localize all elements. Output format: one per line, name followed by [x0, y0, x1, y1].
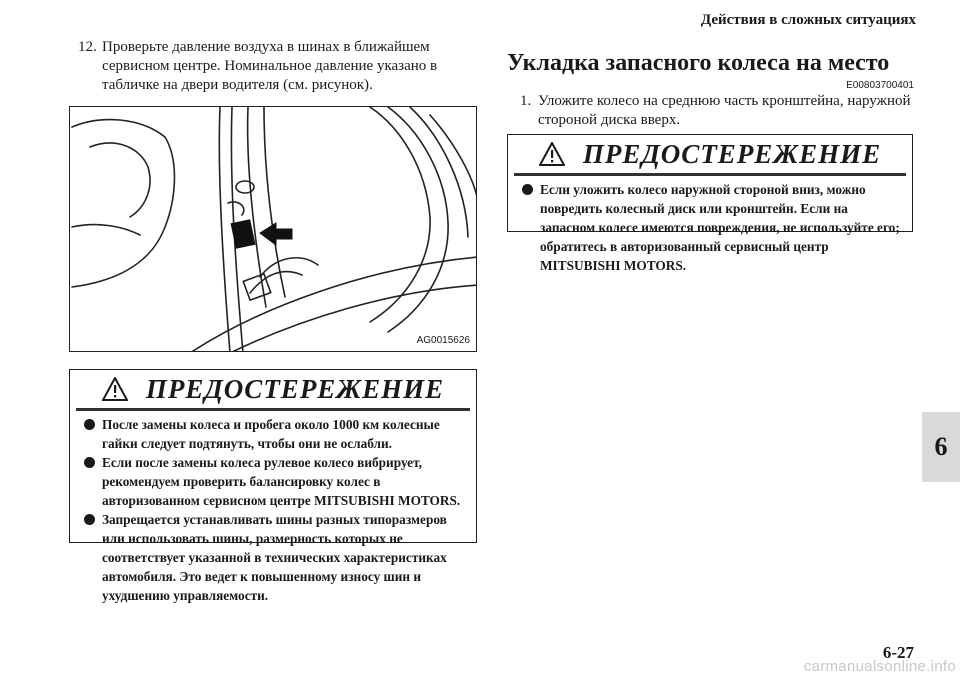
warning-item-text: Если после замены колеса рулевое колесо вибрирует, рекомендуем проверить балансировку колес в авторизованном сервисном центре MITSUBISHI MOTORS. — [102, 455, 461, 508]
section-tab: 6 — [922, 412, 960, 482]
warning-header — [514, 135, 906, 176]
warning-item — [82, 415, 466, 453]
section-title: Укладка запасного колеса на место — [507, 50, 890, 76]
warning-item — [82, 510, 466, 605]
step-number: 12. — [78, 39, 97, 55]
step-12 — [78, 38, 488, 95]
warning-box-wheel-change — [69, 369, 477, 603]
warning-item-text: Если уложить колесо наружной стороной вниз, можно повредить колесный диск или кронштейн. Если на запасном колесе имеются повреждения, не используйте его; обратитесь в авторизованный сервисный центр MITSUBISHI MOTORS. — [540, 182, 900, 273]
bullet-icon — [84, 457, 95, 468]
warning-item-text: После замены колеса и пробега около 1000 км колесные гайки следует подтянуть, чтобы они не ослабли. — [102, 417, 440, 451]
bullet-icon — [522, 184, 533, 195]
step-1 — [520, 92, 915, 130]
warning-title: ПРЕДОСТЕРЕЖЕНИЕ — [582, 138, 882, 169]
bullet-icon — [84, 419, 95, 430]
warning-title: ПРЕДОСТЕРЕЖЕНИЕ — [145, 373, 445, 404]
warning-triangle-icon — [539, 142, 565, 166]
warning-list — [70, 411, 476, 611]
figure-code: AG0015626 — [416, 335, 470, 346]
warning-item — [82, 453, 466, 510]
warning-header — [76, 370, 470, 411]
warning-item-text: Запрещается устанавливать шины разных типоразмеров или использовать шины, размерность которых не соответствует указанной в технических характеристиках автомобиля. Это ведет к повышенному износу шин и ухудшению управляемости. — [102, 512, 447, 603]
bullet-icon — [84, 514, 95, 525]
step-text: Проверьте давление воздуха в шинах в ближайшем сервисном центре. Номинальное давление указано в табличке на двери водителя (см. рисунок). — [102, 39, 438, 93]
warning-item — [520, 180, 902, 275]
warning-triangle-icon — [102, 377, 128, 401]
door-pillar-illustration — [69, 106, 477, 352]
warning-list — [508, 176, 912, 281]
step-text: Уложите колесо на среднюю часть кронштейна, наружной стороной диска вверх. — [538, 93, 911, 128]
warning-box-spare-wheel — [507, 134, 913, 273]
page-header-title: Действия в сложных ситуациях — [700, 12, 916, 28]
door-pillar-drawing — [70, 107, 477, 352]
step-number: 1. — [520, 93, 532, 109]
section-code: E00803700401 — [846, 80, 914, 91]
page-number: 6-27 — [882, 643, 914, 662]
watermark: carmanualsonline.info — [803, 658, 956, 675]
